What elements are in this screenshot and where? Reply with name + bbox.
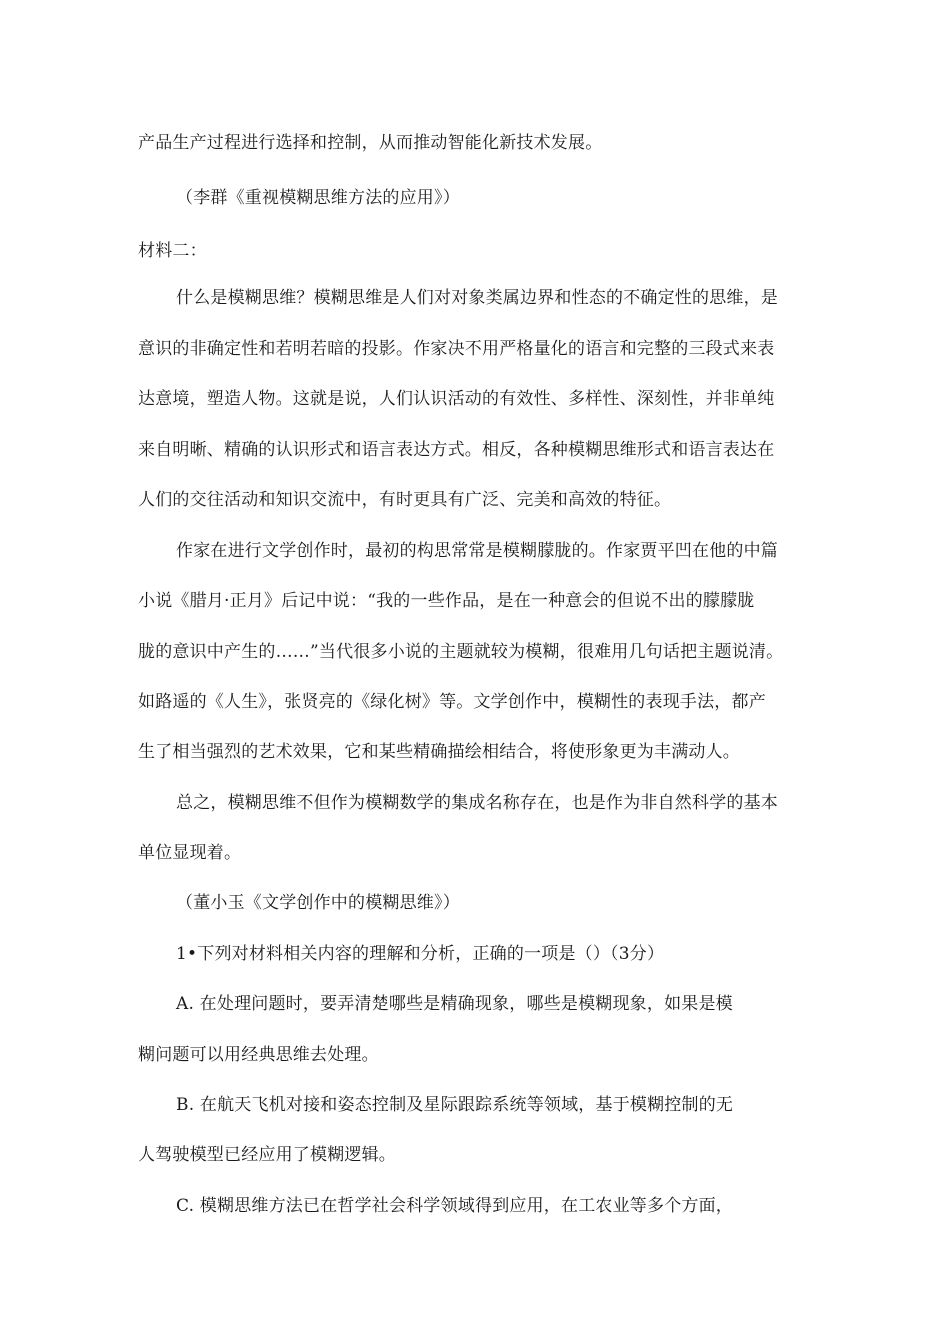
text-line: 小说《腊月·正月》后记中说：“我的一些作品，是在一种意会的但说不出的朦朦胧 (138, 591, 755, 611)
text-line: 意识的非确定性和若明若暗的投影。作家决不用严格量化的语言和完整的三段式来表 (138, 339, 775, 359)
text-line: 胧的意识中产生的……”当代很多小说的主题就较为模糊，很难用几句话把主题说清。 (138, 642, 784, 662)
text-line: 生了相当强烈的艺术效果，它和某些精确描绘相结合，将使形象更为丰满动人。 (138, 742, 740, 762)
option-c: C. 模糊思维方法已在哲学社会科学领域得到应用，在工农业等多个方面， (176, 1196, 734, 1216)
text-line: 作家在进行文学创作时，最初的构思常常是模糊朦胧的。作家贾平凹在他的中篇 (176, 541, 778, 561)
source-citation: （董小玉《文学创作中的模糊思维》） (176, 893, 460, 913)
source-citation: （李群《重视模糊思维方法的应用》） (176, 188, 460, 208)
section-heading: 材料二： (138, 241, 207, 261)
text-line: 来自明晰、精确的认识形式和语言表达方式。相反，各种模糊思维形式和语言表达在 (138, 440, 775, 460)
text-line: 产品生产过程进行选择和控制，从而推动智能化新技术发展。 (138, 133, 603, 153)
text-line: 人们的交往活动和知识交流中，有时更具有广泛、完美和高效的特征。 (138, 490, 672, 510)
option-a: A. 在处理问题时，要弄清楚哪些是精确现象，哪些是模糊现象，如果是模 (176, 994, 733, 1014)
option-b-continued: 人驾驶模型已经应用了模糊逻辑。 (138, 1145, 396, 1165)
text-line: 如路遥的《人生》，张贤亮的《绿化树》等。文学创作中，模糊性的表现手法，都产 (138, 692, 766, 712)
question-stem: 1•下列对材料相关内容的理解和分析，正确的一项是（）（3分） (176, 944, 665, 964)
text-line: 达意境，塑造人物。这就是说，人们认识活动的有效性、多样性、深刻性，并非单纯 (138, 389, 775, 409)
option-b: B. 在航天飞机对接和姿态控制及星际跟踪系统等领域，基于模糊控制的无 (176, 1095, 734, 1115)
text-line: 什么是模糊思维？模糊思维是人们对对象类属边界和性态的不确定性的思维，是 (176, 288, 778, 308)
option-a-continued: 糊问题可以用经典思维去处理。 (138, 1045, 379, 1065)
text-line: 单位显现着。 (138, 843, 242, 863)
text-line: 总之，模糊思维不但作为模糊数学的集成名称存在，也是作为非自然科学的基本 (176, 793, 778, 813)
